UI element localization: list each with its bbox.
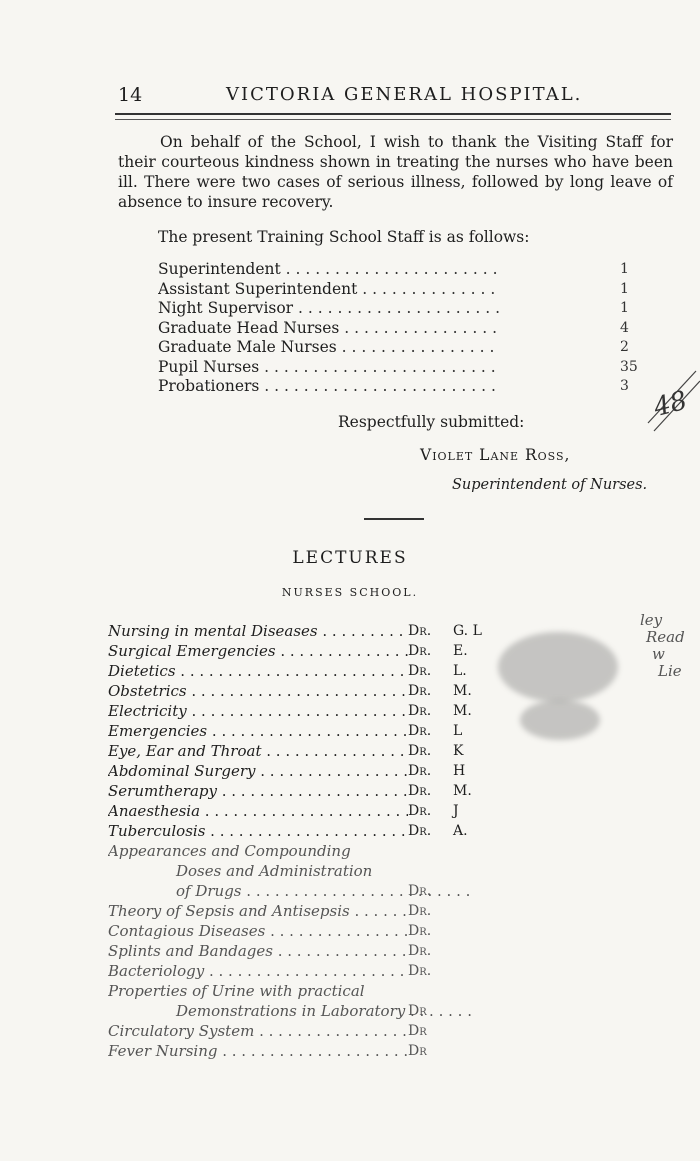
lecture-subject: Abdominal Surgery . . . [108,761,408,781]
lecture-lecturer: L [453,723,463,739]
staff-row [158,299,638,319]
lecture-row [108,921,668,941]
lecture-subject: Circulatory System . . . [108,1021,408,1041]
lecture-row-continued [108,881,668,901]
lecture-dr: Dr. [408,663,432,679]
lecture-subject: Dietetics . . . [108,661,408,681]
lecture-lecturer: K [453,743,464,759]
lecture-subject: Bacteriology . . . [108,961,408,981]
margin-note: w [652,645,665,663]
lecture-lecturer: J [453,803,459,819]
lecture-lecturer: E. [453,643,468,659]
lecture-subject: Anaesthesia . . . [108,801,408,821]
lecture-dr: Dr. [408,703,432,719]
staff-count: 35 [620,358,638,375]
lecture-lecturer: H [453,763,466,779]
handwritten-total-annotation [640,365,700,435]
lecture-row [108,621,668,641]
staff-count: 4 [620,319,629,336]
handwritten-total-text: 48 [650,385,691,424]
staff-row [158,358,638,378]
lecture-subject: Surgical Emergencies . . . [108,641,408,661]
lecture-lecturer: A. [453,823,468,839]
staff-row [158,319,638,339]
lecture-subject: Eye, Ear and Throat . . . [108,741,408,761]
lecture-subject-continued: Demonstrations in Laboratory . . . [108,1001,476,1021]
lectures-title: LECTURES [292,548,408,568]
lecture-subject-continued: of Drugs . . . [108,881,476,901]
lecture-row [108,1021,668,1041]
lecture-row [108,761,668,781]
staff-count: 3 [620,378,629,394]
lecture-lecturer: G. L [453,623,482,639]
lecture-dr: Dr [408,1023,427,1039]
lectures-subtitle: NURSES SCHOOL. [281,586,419,599]
margin-note: Lie [658,662,682,680]
lecture-row [108,821,668,841]
section-divider [364,518,424,520]
margin-note: ley [640,611,663,629]
lecture-subject: Appearances and Compounding [108,842,351,860]
intro-paragraph: On behalf of the School, I wish to thank the Visiting Staff for their courteous kindness shown in treating the nurses who have been ill. There were two cases of serious illness, followed by long leave of absence to insure recovery. [118,133,673,211]
lecture-subject: Fever Nursing . . . [108,1041,408,1061]
lecture-row [108,901,668,921]
lecture-row [108,781,668,801]
staff-list [158,260,638,397]
lecture-row [108,801,668,821]
margin-note: Read [646,628,685,646]
lecture-dr: Dr. [408,943,432,959]
page-number: 14 [118,84,143,106]
lecture-row [108,721,668,741]
lecture-row [108,641,668,661]
lecture-subject: Tuberculosis . . . [108,821,408,841]
lecture-dr: Dr. [408,743,432,759]
lecture-lecturer: M. [453,703,472,719]
staff-row [158,338,638,358]
lecture-subject: Theory of Sepsis and Antisepsis . . . [108,901,408,921]
lecture-row [108,1041,668,1061]
lecture-dr: Dr. [408,963,432,979]
lecture-row-continued [108,861,668,881]
lecture-subject: Serumtherapy . . . [108,781,408,801]
lecture-lecturer: M. [453,683,472,699]
lecture-subject: Emergencies . . . [108,721,408,741]
staff-role: Graduate Male Nurses . . . [158,338,500,358]
staff-count: 1 [620,300,629,316]
lecture-row [108,981,668,1001]
lecture-row [108,701,668,721]
lecture-dr: Dr. [408,823,432,839]
lecture-subject-continued: Doses and Administration [176,862,373,880]
lecture-lecturer: M. [453,783,472,799]
header-rule [115,113,671,120]
lecture-dr: Dr. [408,923,432,939]
lecture-row [108,841,668,861]
staff-role: Probationers . . . [158,377,500,397]
lecture-row [108,741,668,761]
lecture-row [108,661,668,681]
staff-row [158,377,638,397]
lecture-subject: Obstetrics . . . [108,681,408,701]
signature-name: Violet Lane Ross, [420,446,571,464]
staff-count: 1 [620,280,629,297]
staff-intro: The present Training School Staff is as follows: [158,228,530,246]
lecture-dr: Dr. [408,683,432,699]
lecture-subject: Splints and Bandages . . . [108,941,408,961]
lecture-dr: Dr. [408,723,432,739]
lecture-dr: Dr. [408,623,432,639]
lecture-lecturer: L. [453,663,467,679]
staff-count: 2 [620,339,629,355]
lecture-dr: Dr [408,1003,427,1019]
lecture-subject: Nursing in mental Diseases . . . [108,621,408,641]
page-header [118,84,678,114]
lecture-subject: Properties of Urine with practical [108,982,365,1000]
closing-respectfully: Respectfully submitted: [338,413,525,431]
staff-row [158,280,638,300]
staff-row [158,260,638,280]
lecture-dr: Dr. [408,903,432,919]
lecture-row [108,961,668,981]
lecture-dr: Dr. [408,763,432,779]
lecture-row [108,681,668,701]
lecture-list [108,621,668,1061]
running-title: VICTORIA GENERAL HOSPITAL. [226,84,583,105]
staff-role: Night Supervisor . . . [158,299,500,319]
lecture-dr: Dr. [408,783,432,799]
lecture-row-continued [108,1001,668,1021]
lecture-dr: Dr. [408,883,432,899]
lecture-subject: Contagious Diseases . . . [108,921,408,941]
staff-role: Pupil Nurses . . . [158,358,500,378]
lecture-dr: Dr [408,1043,427,1059]
lecture-row [108,941,668,961]
lecture-subject: Electricity . . . [108,701,408,721]
staff-role: Superintendent . . . [158,260,500,280]
lecture-dr: Dr. [408,803,432,819]
staff-count: 1 [620,261,629,277]
margin-notes [600,612,700,680]
staff-role: Graduate Head Nurses . . . [158,319,500,339]
staff-role: Assistant Superintendent . . . [158,280,500,300]
signature-title: Superintendent of Nurses. [452,477,648,493]
lecture-dr: Dr. [408,643,432,659]
